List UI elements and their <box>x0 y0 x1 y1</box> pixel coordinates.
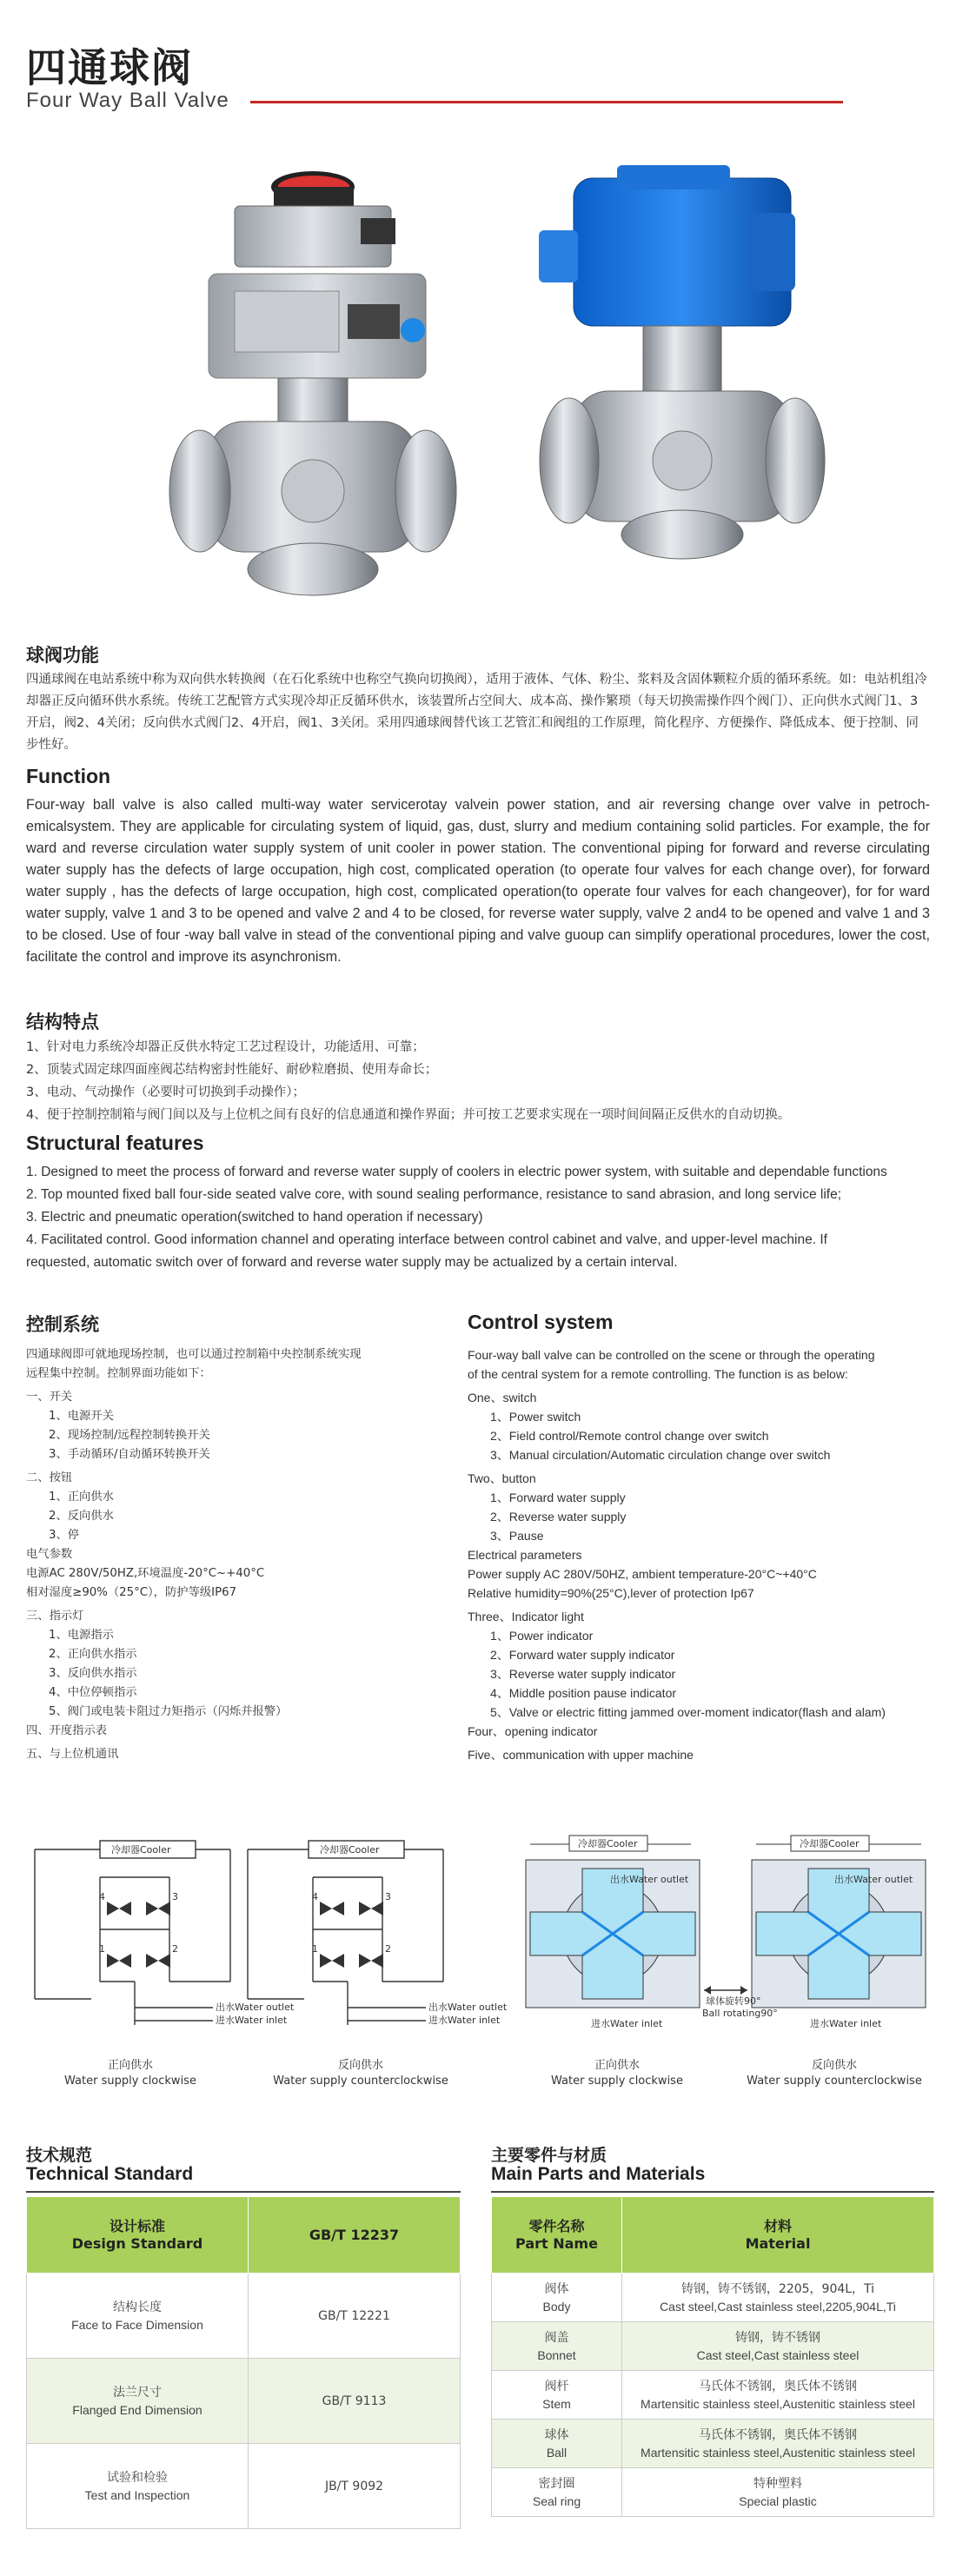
list-item: 3、反向供水指示 <box>49 1667 137 1680</box>
list-item: Four-way ball valve can be controlled on the scene or through the operating <box>468 1348 875 1362</box>
valve-number: 2 <box>385 1943 391 1955</box>
inlet-label: 进水Water inlet <box>810 2018 882 2029</box>
diagram-caption-3: 正向供水 Water supply clockwise <box>551 2059 683 2088</box>
features-list-cn <box>26 1036 947 1126</box>
page-subtitle: Four Way Ball Valve <box>26 89 229 112</box>
list-item: 相对湿度≥90%（25°C），防护等级IP67 <box>26 1586 237 1599</box>
list-item: 电气参数 <box>26 1548 73 1561</box>
tech-standard-heading-en: Technical Standard <box>26 2164 194 2184</box>
list-item: 1、Power indicator <box>490 1629 594 1643</box>
list-item: 电源AC 280V/50HZ,环境温度-20°C~+40°C <box>26 1567 265 1580</box>
list-item: 1、Power switch <box>490 1410 581 1424</box>
list-item: Two、button <box>468 1471 536 1485</box>
valve-number: 4 <box>99 1891 105 1902</box>
diagram-caption-2: 反向供水 Water supply counterclockwise <box>273 2059 448 2088</box>
list-item: 1、电源指示 <box>49 1629 114 1642</box>
list-item: 1、电源开关 <box>49 1410 114 1423</box>
tech-standard-heading-cn: 技术规范 <box>26 2146 93 2165</box>
function-heading-cn: 球阀功能 <box>26 645 99 666</box>
outlet-label: 出水Water outlet <box>834 1874 913 1885</box>
list-item: 3、电动、气动操作（必要时可切换到手动操作）； <box>26 1086 305 1099</box>
function-text-en: Four-way ball valve is also called multi-way water servicerotay valvein power station, and air reversing change over valve in petroch-emicalsystem. They are applicable for circulating system of liquid, gas, dust, slurry and medium containing solid particles. For example, the for ward and reverse circulation water supply system of unit cooler in power station. The conventional piping for forward and reverse circulating water supply has the defects of large occupation, high cost, complicated operation (to operate four valves for each change over), for forward water supply , has the defects of large occupation, high cost, complicated operation(to operate four valves for each changeover), for for ward water supply, valve 1 and 3 to be opened and valve 2 and 4 to be closed, for reverse water supply, valve 2 and4 to be opened and valve 1 and 3 to be closed. Use of four -way ball valve in stead of the conventional piping and valve guoup can simplify operational procedures, lower the cost, facilitate the control and improve its asynchronism. <box>26 797 930 965</box>
list-item: 五、与上位机通讯 <box>26 1748 119 1761</box>
features-heading-cn: 结构特点 <box>26 1012 99 1032</box>
list-item: requested, automatic switch over of forward and reverse water supply may be actualized by a certain interval. <box>26 1255 678 1270</box>
list-item: 3、Reverse water supply indicator <box>490 1667 676 1681</box>
control-list-cn <box>26 1345 461 1764</box>
list-item: 2、Forward water supply indicator <box>490 1648 675 1662</box>
list-item: 2、Reverse water supply <box>490 1510 627 1524</box>
list-item: 四、开度指示表 <box>26 1724 108 1737</box>
materials-heading-en: Main Parts and Materials <box>491 2164 706 2184</box>
table-row: 阀杆 Stem 马氏体不锈钢，奥氏体不锈钢 Martensitic stainless steel,Austenitic stainless steel <box>492 2371 934 2420</box>
materials-heading-cn: 主要零件与材质 <box>491 2146 607 2165</box>
list-item: 远程集中控制。控制界面功能如下： <box>26 1367 211 1380</box>
flow-diagrams <box>17 1825 947 2077</box>
function-text-cn: 四通球阀在电站系统中称为双向供水转换阀（在石化系统中也称空气换向切换阀），适用于液体、气体、粉尘、浆料及含固体颗粒介质的循环系统。如：电站机组冷却器正反向循环供水系统。传统工艺配管方式实现冷却正反循环供水，该装置所占空间大、成本高、操作繁琐（每天切换需操作四个阀门）、正向供水式阀门1、3开启，阀2、4关闭；反向供水式阀门2、4开启，阀1、3关闭。采用四通球阀替代该工艺管汇和阀组的工作原理，简化程序、方便操作、降低成本、便于控制、同步性好。 <box>26 673 927 752</box>
list-item: of the central system for a remote controlling. The function is as below: <box>468 1367 848 1381</box>
list-item: Relative humidity=90%(25°C),lever of protection Ip67 <box>468 1586 754 1600</box>
features-heading-en: Structural features <box>26 1132 204 1154</box>
rotate-label-en: Ball rotating90° <box>702 2008 778 2019</box>
title-divider <box>250 101 843 103</box>
list-item: 2. Top mounted fixed ball four-side seated valve core, with sound sealing performance, resistance to sand abrasion, and long service life; <box>26 1187 841 1202</box>
list-item: One、switch <box>468 1391 537 1404</box>
list-item: 5、Valve or electric fitting jammed over-moment indicator(flash and alam) <box>490 1705 886 1719</box>
valve-number: 1 <box>312 1943 318 1955</box>
inlet-label: 进水Water inlet <box>591 2018 663 2029</box>
list-item: 一、开关 <box>26 1391 73 1404</box>
diagram-caption-1: 正向供水 Water supply clockwise <box>64 2059 196 2088</box>
list-item: 3、停 <box>49 1529 80 1542</box>
pneumatic-valve-photo <box>148 161 556 613</box>
list-item: 1、针对电力系统冷却器正反供水特定工艺过程设计，功能适用、可靠； <box>26 1040 425 1054</box>
valve-number: 2 <box>172 1943 178 1955</box>
cooler-label: 冷却器Cooler <box>578 1838 638 1849</box>
list-item: Electrical parameters <box>468 1548 582 1562</box>
table-row: 密封圈 Seal ring 特种塑料 Special plastic <box>492 2468 934 2517</box>
table-row: 球体 Ball 马氏体不锈钢，奥氏体不锈钢 Martensitic stainless steel,Austenitic stainless steel <box>492 2420 934 2468</box>
list-item: Four、opening indicator <box>468 1724 598 1738</box>
list-item: 四通球阀即可就地现场控制，也可以通过控制箱中央控制系统实现 <box>26 1348 362 1361</box>
valve-number: 4 <box>312 1891 318 1902</box>
table-row: 法兰尺寸 Flanged End Dimension GB/T 9113 <box>27 2359 461 2444</box>
materials-table: 零件名称 Part Name 材料 Material 阀体 Body 铸钢，铸不锈钢，2205，904L，Ti Cast steel,Cast stainless steel,2205,904L,Ti 阀盖 Bonnet 铸钢，铸不锈钢 Cast steel,Cast stainless steel 阀杆 Stem 马氏体不锈钢，奥氏体不锈钢 Martensitic stainless steel,Austenitic stainless steel 球体 Ball 马氏体不锈钢，奥氏体不锈钢 Martensitic stainless steel,Austenitic stainless steel 密封圈 Seal ring 特种塑料 Special plastic <box>491 2196 934 2517</box>
list-item: 4. Facilitated control. Good information channel and operating interface between control cabinet and valve, and upper-level machine. If <box>26 1232 827 1247</box>
list-item: 1、正向供水 <box>49 1490 114 1504</box>
tech-standard-table: 设计标准 Design Standard GB/T 12237 结构长度 Face to Face Dimension GB/T 12221 法兰尺寸 Flanged End Dimension GB/T 9113 试验和检验 Test and Inspection JB/T 9092 <box>26 2196 461 2529</box>
page-title: 四通球阀 <box>26 44 193 91</box>
valve-number: 1 <box>99 1943 105 1955</box>
inlet-label: 进水Water inlet <box>216 2015 288 2026</box>
list-item: 1. Designed to meet the process of forward and reverse water supply of coolers in electric power system, with suitable and dependable functions <box>26 1165 887 1179</box>
cooler-label: 冷却器Cooler <box>320 1844 380 1856</box>
list-item: 2、现场控制/远程控制转换开关 <box>49 1429 210 1442</box>
control-heading-cn: 控制系统 <box>26 1314 99 1335</box>
list-item: 5、阀门或电装卡阻过力矩指示（闪烁并报警） <box>49 1705 288 1718</box>
list-item: 3. Electric and pneumatic operation(switched to hand operation if necessary) <box>26 1210 483 1225</box>
list-item: 2、Field control/Remote control change over switch <box>490 1429 769 1443</box>
list-item: 3、Manual circulation/Automatic circulation change over switch <box>490 1448 831 1462</box>
list-item: 2、正向供水指示 <box>49 1648 137 1661</box>
list-item: 三、指示灯 <box>26 1610 84 1623</box>
control-heading-en: Control system <box>468 1311 614 1333</box>
list-item: 4、中位停顿指示 <box>49 1686 137 1699</box>
outlet-label: 出水Water outlet <box>610 1874 689 1885</box>
list-item: Five、communication with upper machine <box>468 1748 694 1762</box>
list-item: 2、反向供水 <box>49 1510 114 1523</box>
valve-number: 3 <box>385 1891 391 1902</box>
list-item: Three、Indicator light <box>468 1610 584 1623</box>
table-row: 结构长度 Face to Face Dimension GB/T 12221 <box>27 2274 461 2359</box>
list-item: 4、便于控制控制箱与阀门间以及与上位机之间有良好的信息通道和操作界面；并可按工艺要求实现在一项时间间隔正反供水的自动切换。 <box>26 1108 791 1122</box>
electric-valve-photo <box>521 161 930 613</box>
list-item: 二、按钮 <box>26 1471 73 1484</box>
control-list-en <box>468 1345 950 1764</box>
diagram-caption-4: 反向供水 Water supply counterclockwise <box>747 2059 922 2088</box>
table-row: 阀盖 Bonnet 铸钢，铸不锈钢 Cast steel,Cast stainless steel <box>492 2322 934 2371</box>
list-item: 2、顶装式固定球四面座阀芯结构密封性能好、耐砂粒磨损、使用寿命长； <box>26 1063 438 1077</box>
table-row: 试验和检验 Test and Inspection JB/T 9092 <box>27 2444 461 2529</box>
table-row: 阀体 Body 铸钢，铸不锈钢，2205，904L，Ti Cast steel,Cast stainless steel,2205,904L,Ti <box>492 2274 934 2322</box>
function-heading-en: Function <box>26 765 111 787</box>
list-item: 3、Pause <box>490 1529 544 1543</box>
list-item: 3、手动循环/自动循环转换开关 <box>49 1448 210 1461</box>
list-item: 4、Middle position pause indicator <box>490 1686 677 1700</box>
list-item: 1、Forward water supply <box>490 1490 626 1504</box>
cooler-label: 冷却器Cooler <box>800 1838 860 1849</box>
cooler-label: 冷却器Cooler <box>111 1844 171 1856</box>
features-list-en <box>26 1161 947 1274</box>
list-item: Power supply AC 280V/50HZ, ambient temperature-20°C~+40°C <box>468 1567 817 1581</box>
outlet-label: 出水Water outlet <box>428 2002 508 2013</box>
rotate-label-cn: 球体旋转90° <box>706 1995 761 2007</box>
inlet-label: 进水Water inlet <box>428 2015 501 2026</box>
valve-number: 3 <box>172 1891 178 1902</box>
outlet-label: 出水Water outlet <box>216 2002 295 2013</box>
